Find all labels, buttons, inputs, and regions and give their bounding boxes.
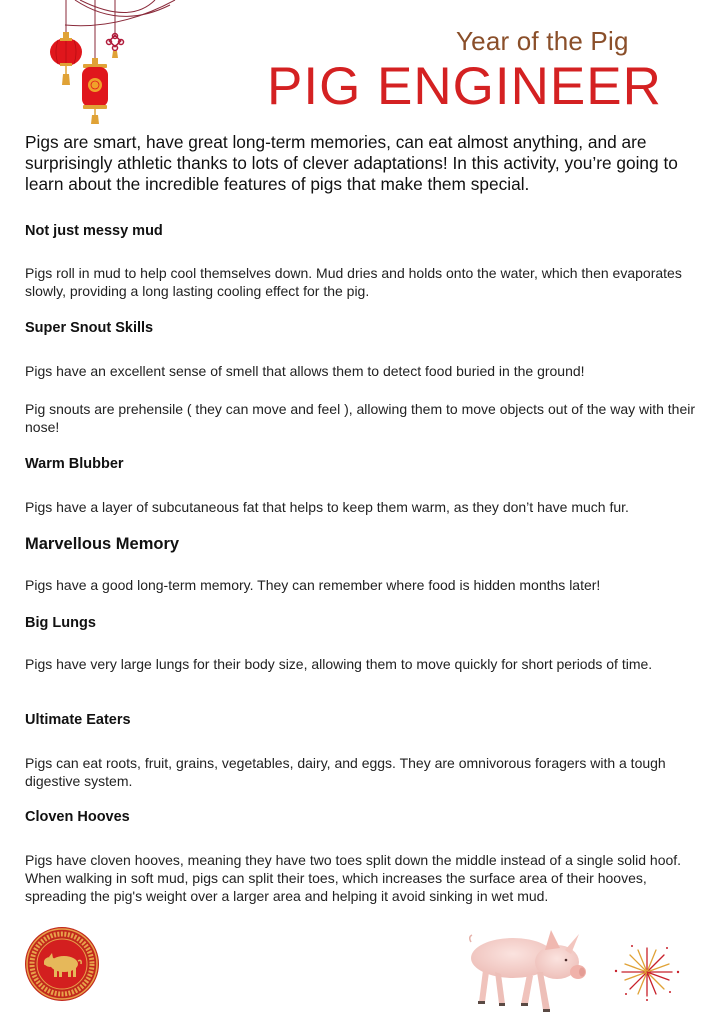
lanterns-icon	[0, 0, 250, 130]
section-heading-lungs: Big Lungs	[25, 615, 96, 631]
page-subtitle: Year of the Pig	[456, 26, 629, 56]
pig-zodiac-badge-icon	[24, 926, 100, 1002]
section-text-blubber: Pigs have a layer of subcutaneous fat that helps to keep them warm, as they don’t have much fur.	[25, 499, 629, 515]
firework-icon	[612, 942, 682, 1002]
pig-photo	[465, 922, 600, 1017]
intro-paragraph: Pigs are smart, have great long-term memories, can eat almost anything, and are surprisingly athletic thanks to lots of clever adaptations! In this activity, you’re going to learn about the incredible features of pigs that make them special.	[25, 132, 678, 194]
section-text-snout-2: Pig snouts are prehensile ( they can move and feel ), allowing them to move objects out of the way with their nose!	[25, 401, 696, 435]
section-heading-eaters: Ultimate Eaters	[25, 712, 131, 728]
page-title: PIG ENGINEER	[267, 57, 662, 116]
section-text-hooves: Pigs have cloven hooves, meaning they have two toes split down the middle instead of a single solid hoof. When walking in soft mud, pigs can split their toes, which increases the surface area of their hooves, spreading the pig's weight over a larger area and helping it avoid sinking in wet mud.	[25, 852, 682, 904]
section-text-lungs: Pigs have very large lungs for their body size, allowing them to move quickly for short periods of time.	[25, 656, 653, 672]
section-heading-blubber: Warm Blubber	[25, 456, 124, 472]
section-heading-snout: Super Snout Skills	[25, 320, 154, 336]
section-text-snout-1: Pigs have an excellent sense of smell that allows them to detect food buried in the ground!	[25, 363, 585, 379]
section-text-mud: Pigs roll in mud to help cool themselves down. Mud dries and holds onto the water, which then evaporates slowly, providing a long lasting cooling effect for the pig.	[25, 265, 682, 299]
section-text-eaters: Pigs can eat roots, fruit, grains, vegetables, dairy, and eggs. They are omnivorous foragers with a tough digestive system.	[25, 755, 666, 789]
section-heading-hooves: Cloven Hooves	[25, 809, 130, 825]
section-heading-memory: Marvellous Memory	[25, 535, 180, 553]
section-text-memory: Pigs have a good long-term memory. They can remember where food is hidden months later!	[25, 577, 601, 593]
section-heading-mud: Not just messy mud	[25, 223, 163, 239]
